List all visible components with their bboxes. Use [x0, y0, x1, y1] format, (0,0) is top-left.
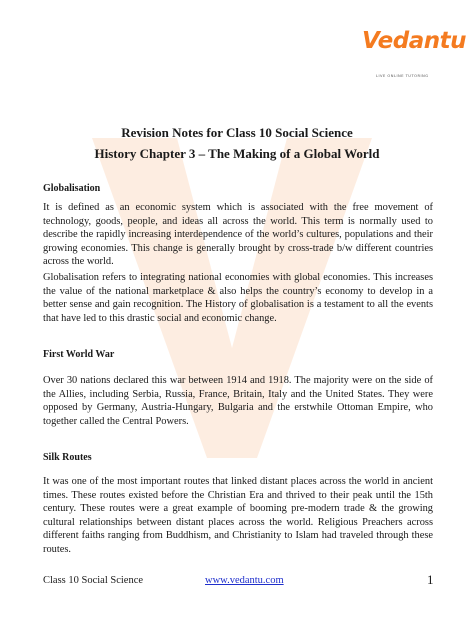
section-heading-silk-routes: Silk Routes [43, 452, 92, 463]
vedantu-logo [362, 28, 466, 84]
page-title: Revision Notes for Class 10 Social Science [121, 125, 353, 140]
logo-tagline: LIVE ONLINE TUTORING [376, 74, 429, 78]
paragraph-first-world-war: Over 30 nations declared this war between 1914 and 1918. The majority were on the side of the Allies, including Serbia, Russia, France, Britain, Italy and the United States. They were opposed by Germany, Austria-Hungary, Bulgaria and the erstwhile Ottoman Empire, who together called the Central Powers. [43, 375, 433, 427]
paragraph-globalisation-1: It is defined as an economic system which is associated with the free movement of technology, goods, people, and ideas all across the world. This term is normally used to describe the rapidly increasing interdependence of the world’s cultures, populations and their growing economies. This change is generally brought by cross-trade b/w different countries across the world. [43, 202, 433, 267]
footer-class-label: Class 10 Social Science [43, 575, 144, 586]
page-number: 1 [427, 572, 434, 587]
section-heading-globalisation: Globalisation [43, 183, 101, 194]
logo-wordmark: Vedantu [362, 28, 466, 54]
footer-website-link[interactable]: www.vedantu.com [205, 575, 284, 586]
paragraph-globalisation-2: Globalisation refers to integrating national economies with global economies. This increases the value of the national marketplace & also helps the country’s economy to develop in a better sense and gain recognition. The History of globalisation is a testament to all the events that have led to this drastic social and economic change. [43, 272, 433, 324]
paragraph-silk-routes: It was one of the most important routes that linked distant places across the world in ancient times. These routes existed before the Christian Era and thrived to their peak until the 15th century. These routes were a great example of booming pre-modern trade & the growing cultural relationships between distant places across the world. Religious Preachers across different faiths ranging from Buddhism, and Christianity to Islam had traveled through these routes. [43, 476, 433, 555]
page-subtitle: History Chapter 3 – The Making of a Global World [94, 146, 380, 161]
section-heading-first-world-war: First World War [43, 349, 115, 360]
